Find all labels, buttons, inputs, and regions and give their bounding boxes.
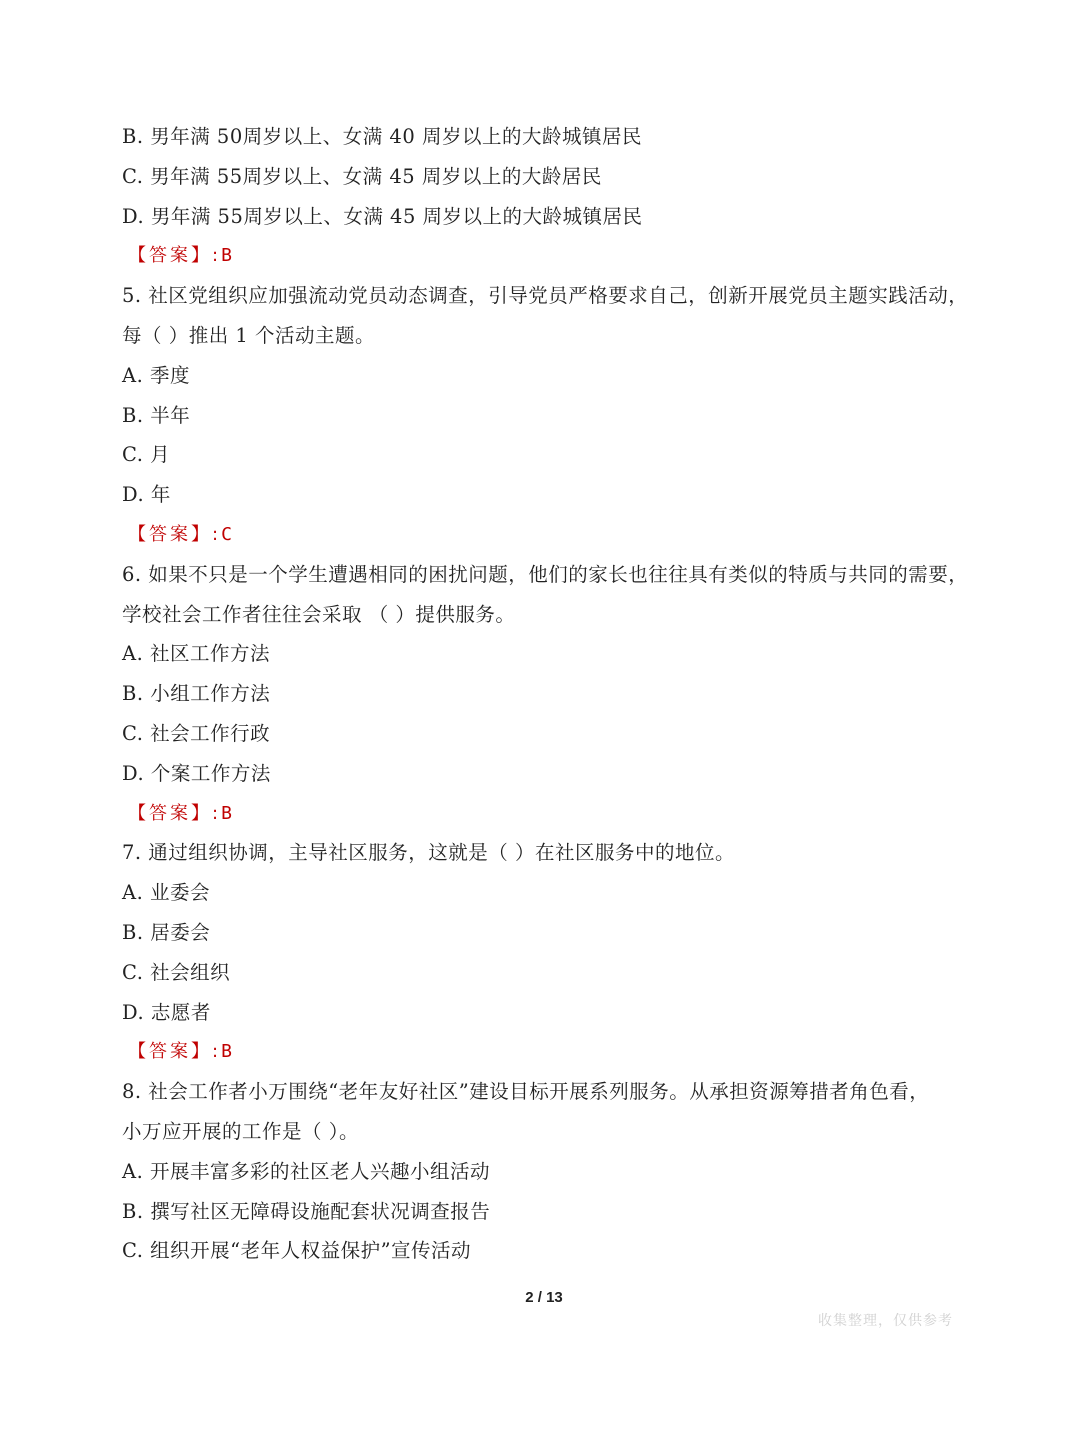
option-text: C. 社会组织 (122, 960, 231, 984)
question-text: 5. 社区党组织应加强流动党员动态调查，引导党员严格要求自己，创新开展党员主题实践活动， (122, 284, 969, 308)
question-list (122, 117, 972, 1271)
page-number: 2 / 13 (525, 1289, 563, 1306)
option-text: A. 业委会 (122, 881, 210, 905)
question-text: 8. 社会工作者小万围绕“老年友好社区”建设目标开展系列服务。从承担资源筹措者角色看， (122, 1080, 930, 1104)
option-text: A. 社区工作方法 (122, 642, 270, 666)
answer-value: B (221, 802, 233, 824)
option-text: C. 月 (122, 443, 171, 467)
option-text: A. 开展丰富多彩的社区老人兴趣小组活动 (122, 1159, 490, 1183)
option-text: D. 年 (122, 483, 171, 507)
option-text: B. 撰写社区无障碍设施配套状况调查报告 (122, 1199, 491, 1223)
answer-line (122, 794, 972, 834)
answer-value: B (221, 1041, 233, 1063)
answer-value: B (221, 245, 233, 267)
option-text: C. 男年满 55周岁以上、女满 45 周岁以上的大龄居民 (122, 164, 602, 188)
question-text: 6. 如果不只是一个学生遭遇相同的困扰问题，他们的家长也往往具有类似的特质与共同的需要， (122, 562, 969, 586)
question-text: 每（ ）推出 1 个活动主题。 (122, 323, 376, 347)
option-text: B. 男年满 50周岁以上、女满 40 周岁以上的大龄城镇居民 (122, 125, 642, 148)
footer-note: 收集整理，仅供参考 (818, 1313, 953, 1329)
answer-label: 【答案】: (128, 523, 222, 545)
option-text: C. 社会工作行政 (122, 721, 271, 745)
answer-value: C (221, 523, 233, 545)
answer-label: 【答案】: (128, 1041, 222, 1063)
option-text: B. 半年 (122, 403, 191, 427)
option-text: D. 个案工作方法 (122, 761, 271, 785)
option-text: B. 居委会 (122, 920, 211, 944)
answer-line (122, 1032, 972, 1072)
option-text: C. 组织开展“老年人权益保护”宣传活动 (122, 1239, 472, 1263)
answer-label: 【答案】: (128, 802, 222, 824)
question-text: 小万应开展的工作是（ ）。 (122, 1119, 359, 1143)
answer-line (122, 236, 972, 276)
option-text: B. 小组工作方法 (122, 682, 271, 706)
option-text: D. 志愿者 (122, 1000, 211, 1024)
option-text: A. 季度 (122, 363, 190, 387)
question-text: 学校社会工作者往往会采取 （ ）提供服务。 (122, 602, 516, 626)
option-text: D. 男年满 55周岁以上、女满 45 周岁以上的大龄城镇居民 (122, 204, 643, 228)
answer-label: 【答案】: (128, 245, 222, 267)
answer-line (122, 515, 972, 555)
question-text: 7. 通过组织协调，主导社区服务，这就是（ ）在社区服务中的地位。 (122, 841, 736, 865)
